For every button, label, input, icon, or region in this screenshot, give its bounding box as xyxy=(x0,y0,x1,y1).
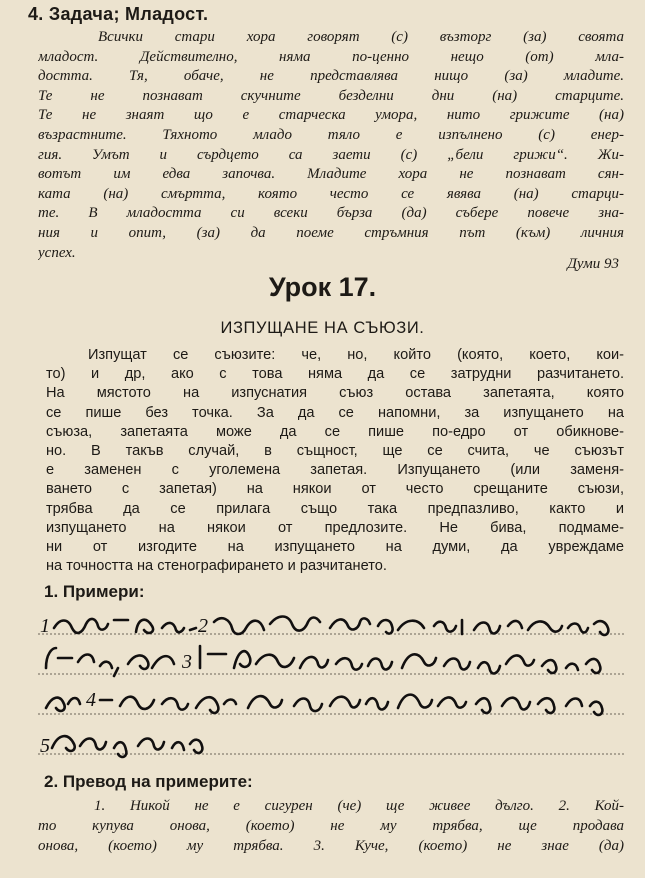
task-line: вотът им едва започва. Младите хора не познават сян- xyxy=(38,166,624,183)
shorthand-stroke xyxy=(214,617,608,635)
lesson-line: се пише без точка. За да се напомни, за изпущането на xyxy=(46,404,624,421)
shorthand-stroke xyxy=(200,646,600,673)
lesson-subtitle: ИЗПУЩАНЕ НА СЪЮЗИ. xyxy=(220,319,425,337)
lesson-title: Урок 17. xyxy=(268,272,377,302)
task-line: достта. Тя, обаче, не представлява нищо (за) младите. xyxy=(38,68,624,85)
task-line: възрастните. Тяхното младо тяло е изпълнено (с) енер- xyxy=(38,126,624,143)
translation-line: 1. Никой не е сигурен (че) ще живее дълго. 2. Кой- xyxy=(94,798,624,814)
task-line: гия. Умът и сърдцето са заети (с) „бели грижи“. Жи- xyxy=(38,146,624,163)
task-heading: 4. Задача; Младост. xyxy=(28,4,209,24)
shorthand-stroke xyxy=(54,619,196,633)
translation-heading: 2. Превод на примерите: xyxy=(44,772,253,791)
example-marker: 4 xyxy=(86,689,96,711)
example-marker: 2 xyxy=(198,615,208,637)
lesson-line: но. В такъв случай, в същност, ще се счита, че съюзът xyxy=(46,442,624,459)
task-line: ния и опит, (за) да поеме стръмния път (към) личния xyxy=(38,224,624,241)
translation-text xyxy=(38,796,624,856)
example-marker: 5 xyxy=(40,735,50,757)
task-line: Те не знаят що е старческа умора, нито грижите (на) xyxy=(38,107,624,124)
translation-line: онова, (което) му трябва. 3. Куче, (което) не знае (да) xyxy=(38,838,624,854)
example-marker: 1 xyxy=(40,615,50,637)
lesson-text xyxy=(46,346,624,576)
lesson-line: Изпущат се съюзите: че, но, който (която, което, кои- xyxy=(88,347,624,363)
examples-heading: 1. Примери: xyxy=(44,582,145,601)
lesson-line: изпущането на някои от предлозите. Не бива, подмаме- xyxy=(46,519,624,536)
lesson-line: ни от изгодите на изпущането на думи, да увреждаме xyxy=(46,538,624,555)
task-line: Всички стари хора говорят (с) възторг (за) своята xyxy=(98,29,624,45)
task-source: Думи 93 xyxy=(567,256,619,272)
lesson-line: е заменен с уголемена запетая. Изпущането (или заменя- xyxy=(46,462,624,479)
task-line: успех. xyxy=(38,244,76,261)
lesson-line: трябва да се прилага също така предпазливо, както и xyxy=(46,500,624,517)
task-line: Те не познават скучните безделни дни (на) старците. xyxy=(38,87,624,104)
task-line: те. В младостта си всеки бърза (да) събере повече зна- xyxy=(38,205,624,222)
translation-line: то купува онова, (което) не му трябва, ще продава xyxy=(38,818,624,834)
task-line: ката (на) смъртта, която често се явява (на) старци- xyxy=(38,185,624,202)
task-text xyxy=(38,28,624,263)
example-marker: 3 xyxy=(182,651,192,673)
task-line: младост. Действително, няма по-ценно нещо (от) мла- xyxy=(38,48,624,65)
lesson-line: то) и др, ако с това няма да се затрудни разчитането. xyxy=(46,366,624,383)
lesson-line: ването с запетая) на някои от често срещаните съюзи, xyxy=(46,481,624,498)
lesson-line: На мястото на изпуснатия съюз остава запетаята, която xyxy=(46,385,624,402)
shorthand-stroke xyxy=(46,698,80,711)
lesson-line: на точността на стенографирането и разчитането. xyxy=(46,558,387,575)
shorthand-stroke xyxy=(46,648,174,676)
shorthand-examples xyxy=(38,606,626,766)
shorthand-stroke xyxy=(100,695,602,715)
lesson-line: съюза, запетаята може да се пише по-едро от обикнове- xyxy=(46,423,624,440)
